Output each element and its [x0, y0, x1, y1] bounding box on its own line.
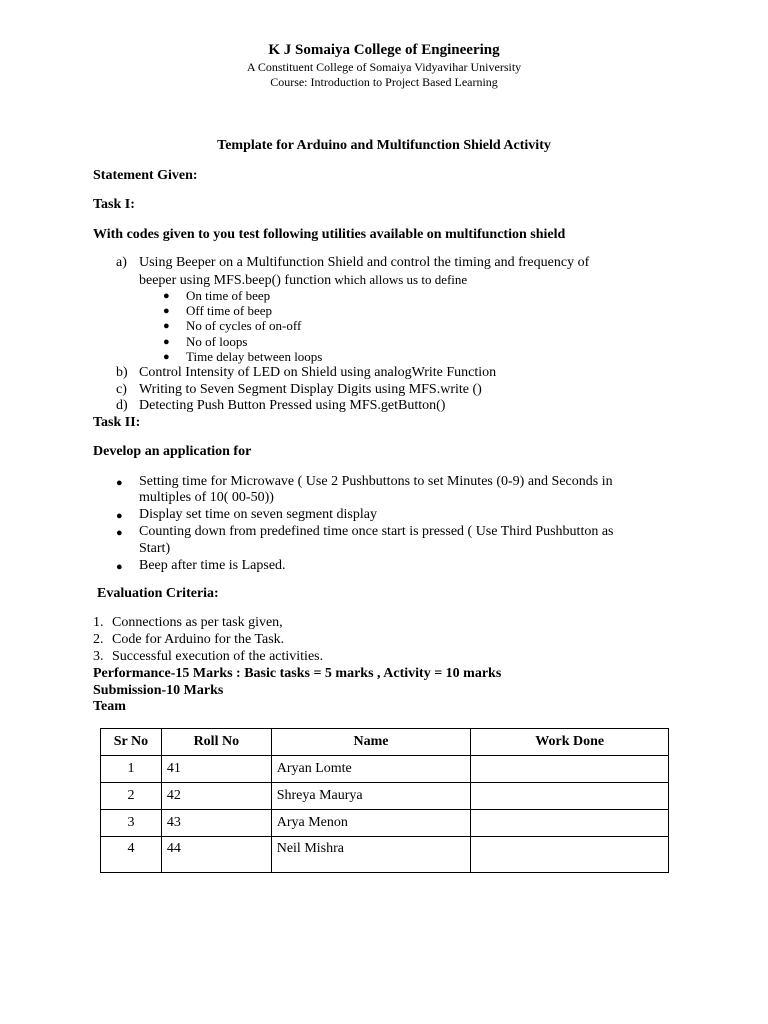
work-done-cell	[471, 810, 669, 837]
task2-bullet-line: multiples of 10( 00-50))	[139, 490, 274, 505]
subitem: Time delay between loops	[186, 349, 323, 364]
bullet-icon: ●	[163, 320, 170, 332]
evaluation-heading: Evaluation Criteria:	[97, 586, 219, 601]
bullet-icon: ●	[116, 561, 123, 573]
col-header-work-done: Work Done	[471, 729, 669, 756]
work-done-cell	[471, 783, 669, 810]
col-header-roll-no: Roll No	[161, 729, 271, 756]
col-header-name: Name	[271, 729, 471, 756]
task1-heading: Task I:	[93, 197, 135, 212]
task2-bullet-line: Start)	[139, 541, 171, 556]
item-a-line1: Using Beeper on a Multifunction Shield and control the timing and frequency of	[139, 255, 590, 270]
item-marker: b)	[116, 365, 128, 380]
bullet-icon: ●	[163, 351, 170, 363]
work-done-cell	[471, 837, 669, 873]
sr-no-cell: 4	[101, 837, 162, 873]
table-row	[101, 783, 669, 810]
course-line: Course: Introduction to Project Based Learning	[270, 75, 498, 89]
criteria-item: Code for Arduino for the Task.	[112, 632, 285, 647]
item-d-text: Detecting Push Button Pressed using MFS.getButton()	[139, 398, 446, 413]
subitem: Off time of beep	[186, 303, 273, 318]
roll-no-cell: 43	[161, 810, 271, 837]
subitem: On time of beep	[186, 288, 271, 303]
item-marker: d)	[116, 398, 128, 413]
statement-heading: Statement Given:	[93, 168, 198, 183]
bullet-icon: ●	[163, 336, 170, 348]
task2-bullet-line: Setting time for Microwave ( Use 2 Pushbuttons to set Minutes (0-9) and Seconds in	[139, 474, 613, 489]
sr-no-cell: 2	[101, 783, 162, 810]
item-marker: c)	[116, 382, 127, 397]
item-c-text: Writing to Seven Segment Display Digits using MFS.write ()	[139, 382, 482, 397]
task2-bullet-line: Counting down from predefined time once start is pressed ( Use Third Pushbutton as	[139, 524, 614, 539]
item-b-text: Control Intensity of LED on Shield using analogWrite Function	[139, 365, 497, 380]
criteria-number: 2.	[93, 632, 104, 647]
name-cell: Neil Mishra	[271, 837, 471, 873]
college-name: K J Somaiya College of Engineering	[268, 42, 500, 58]
constituent-line: A Constituent College of Somaiya Vidyavihar University	[246, 60, 522, 74]
table-header-row	[101, 729, 669, 756]
document-title: Template for Arduino and Multifunction Shield Activity	[217, 138, 551, 153]
roll-no-cell: 41	[161, 756, 271, 783]
bullet-icon: ●	[163, 305, 170, 317]
team-table	[100, 728, 669, 873]
criteria-item: Successful execution of the activities.	[112, 649, 324, 664]
name-cell: Shreya Maurya	[271, 783, 471, 810]
criteria-number: 3.	[93, 649, 104, 664]
name-cell: Aryan Lomte	[271, 756, 471, 783]
table-row	[101, 837, 669, 873]
table-row	[101, 756, 669, 783]
task2-intro: Develop an application for	[93, 444, 252, 459]
item-a-line2: beeper using MFS.beep() function which allows us to define	[139, 272, 468, 288]
criteria-item: Connections as per task given,	[112, 615, 283, 630]
task2-heading: Task II:	[93, 415, 141, 430]
bullet-icon: ●	[116, 510, 123, 522]
roll-no-cell: 44	[161, 837, 271, 873]
roll-no-cell: 42	[161, 783, 271, 810]
task2-bullet-line: Beep after time is Lapsed.	[139, 558, 286, 573]
team-label: Team	[93, 699, 126, 714]
bullet-icon: ●	[163, 290, 170, 302]
sr-no-cell: 1	[101, 756, 162, 783]
work-done-cell	[471, 756, 669, 783]
col-header-sr-no: Sr No	[101, 729, 162, 756]
bullet-icon: ●	[116, 477, 123, 489]
subitem: No of cycles of on-off	[186, 318, 302, 333]
performance-marks: Performance-15 Marks : Basic tasks = 5 marks , Activity = 10 marks	[93, 666, 502, 681]
task2-bullet-line: Display set time on seven segment display	[139, 507, 377, 522]
criteria-number: 1.	[93, 615, 104, 630]
sr-no-cell: 3	[101, 810, 162, 837]
bullet-icon: ●	[116, 527, 123, 539]
task1-intro: With codes given to you test following utilities available on multifunction shield	[93, 227, 566, 242]
name-cell: Arya Menon	[271, 810, 471, 837]
item-marker: a)	[116, 255, 127, 270]
table-row	[101, 810, 669, 837]
submission-marks: Submission-10 Marks	[93, 683, 224, 698]
subitem: No of loops	[186, 334, 248, 349]
